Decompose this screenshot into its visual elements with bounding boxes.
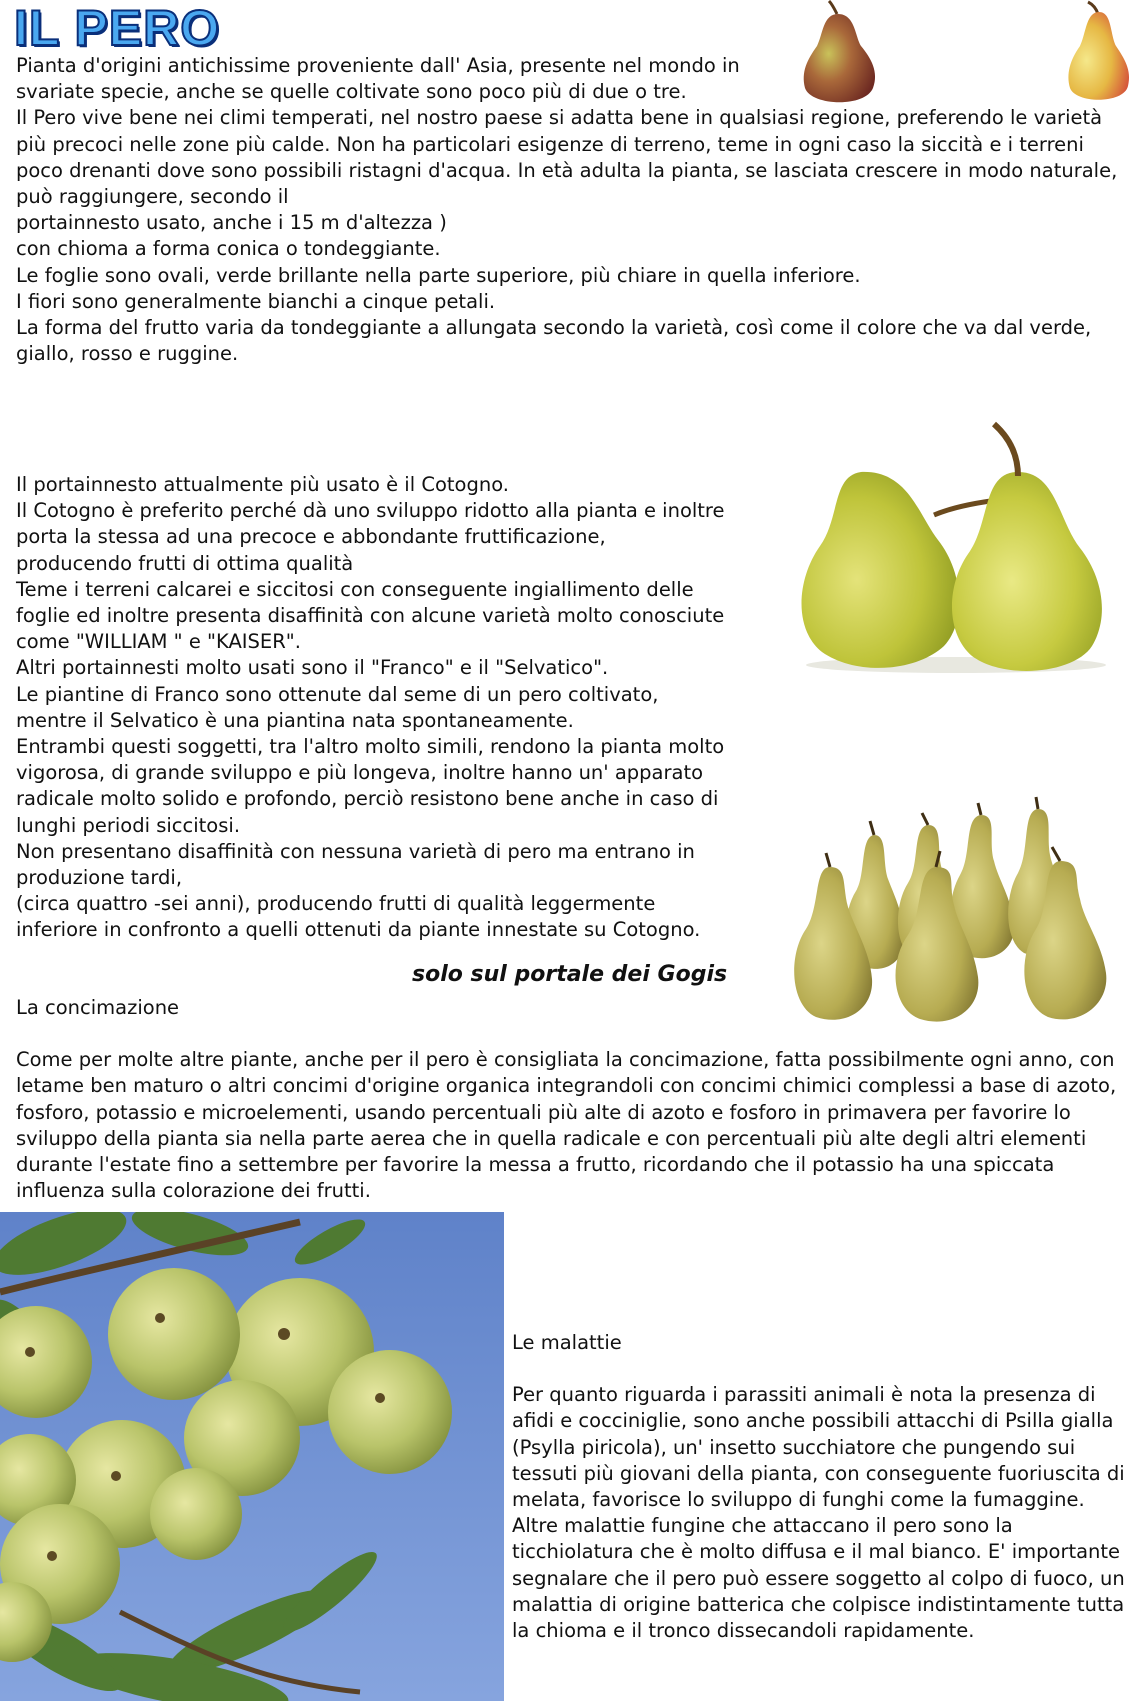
portainnesto-paragraph: Il portainnesto attualmente più usato è il Cotogno. bbox=[16, 473, 509, 496]
malattie-section bbox=[512, 1330, 1130, 1644]
intro-paragraph: La forma del frutto varia da tondeggiante a allungata secondo la varietà, così come il colore che va dal verde, giallo, rosso e ruggine. bbox=[16, 316, 1092, 366]
intro-paragraph: Le foglie sono ovali, verde brillante nella parte superiore, più chiare in quella inferiore. bbox=[16, 263, 861, 287]
concimazione-heading: La concimazione bbox=[16, 996, 180, 1019]
portainnesto-paragraph: Teme i terreni calcarei e siccitosi con conseguente ingiallimento delle foglie ed inoltre presenta disaffinità con alcune varietà molto conosciute come "WILLIAM " e "KAISER". bbox=[16, 577, 725, 654]
page-title: IL PERO bbox=[14, 0, 221, 56]
portainnesto-paragraph: Altri portainnesti molto usati sono il "Franco" e il "Selvatico". bbox=[16, 656, 609, 680]
intro-paragraph: Il Pero vive bene nei climi temperati, nel nostro paese si adatta bene in qualsiasi regione, preferendo le varietà più precoci nelle zone più calde. Non ha particolari esigenze di terreno, teme in ogni caso la siccità e i terreni poco drenanti dove sono possibili ristagni d'acqua. In età adulta la pianta, se lasciata crescere in modo naturale, può raggiungere, secondo il portainnesto usato, anche i 15 m d'altezza ) con chioma a forma conica o tondeggiante. bbox=[16, 106, 1118, 261]
intro-section bbox=[16, 53, 1131, 367]
portainnesto-paragraph: Non presentano disaffinità con nessuna varietà di pero ma entrano in produzione tardi, (circa quattro -sei anni), producendo frutti di qualità leggermente inferiore in confronto a quelli ottenuti da piante innestate su Cotogno. bbox=[16, 839, 701, 942]
concimazione-paragraph: Come per molte altre piante, anche per il pero è consigliata la concimazione, fatta possibilmente ogni anno, con letame ben maturo o altri concimi d'origine organica integrandoli con concimi chimici complessi a base di azoto, fosforo, potassio e microelementi, usando percentuali più alte di azoto e fosforo in primavera per favorire lo sviluppo della pianta sia nella parte aerea che in quella radicale e con percentuali più alte degli altri elementi durante l'estate fino a settembre per favorire la messa a frutto, ricordando che il potassio ha una spiccata influenza sulla colorazione dei frutti. bbox=[16, 1048, 1117, 1203]
intro-paragraph: I fiori sono generalmente bianchi a cinque petali. bbox=[16, 289, 496, 313]
malattie-heading: Le malattie bbox=[512, 1331, 622, 1354]
signature: solo sul portale dei Gogis bbox=[412, 962, 728, 987]
portainnesto-paragraph: Entrambi questi soggetti, tra l'altro molto simili, rendono la pianta molto vigorosa, di grande sviluppo e più longeva, inoltre hanno un' apparato radicale molto solido e profondo, perciò resistono bene anche in caso di lunghi periodi siccitosi. bbox=[16, 735, 725, 837]
portainnesto-paragraph: Il Cotogno è preferito perché dà uno sviluppo ridotto alla pianta e inoltre porta la stessa ad una precoce e abbondante fruttificazione, producendo frutti di ottima qualità bbox=[16, 499, 725, 575]
intro-paragraph: Pianta d'origini antichissime proveniente dall' Asia, presente nel mondo in svariate specie, anche se quelle coltivate sono poco più di due o tre. bbox=[16, 54, 740, 104]
concimazione-section bbox=[16, 995, 1131, 1204]
row-of-pears-image bbox=[776, 795, 1134, 1025]
malattie-paragraph: Per quanto riguarda i parassiti animali è nota la presenza di afidi e cocciniglie, sono anche possibili attacchi di Psilla gialla (Psylla piricola), un' insetto succhiatore che pungendo sui tessuti più giovani della pianta, con conseguente fuoriuscita di melata, favorisce lo sviluppo di funghi come la fumaggine. Altre malattie fungine che attaccano il pero sono la ticchiolatura che è molto diffusa e il mal bianco. E' importante segnalare che il pero può essere soggetto al colpo di fuoco, un malattia di origine batterica che colpisce indistintamente tutta la chioma e il tronco dissecandoli rapidamente. bbox=[512, 1383, 1125, 1643]
pear-tree-photo bbox=[0, 1212, 504, 1701]
two-green-pears-image bbox=[786, 420, 1126, 675]
portainnesto-paragraph: Le piantine di Franco sono ottenute dal seme di un pero coltivato, mentre il Selvatico è una piantina nata spontaneamente. bbox=[16, 682, 659, 732]
portainnesto-section bbox=[16, 472, 816, 944]
